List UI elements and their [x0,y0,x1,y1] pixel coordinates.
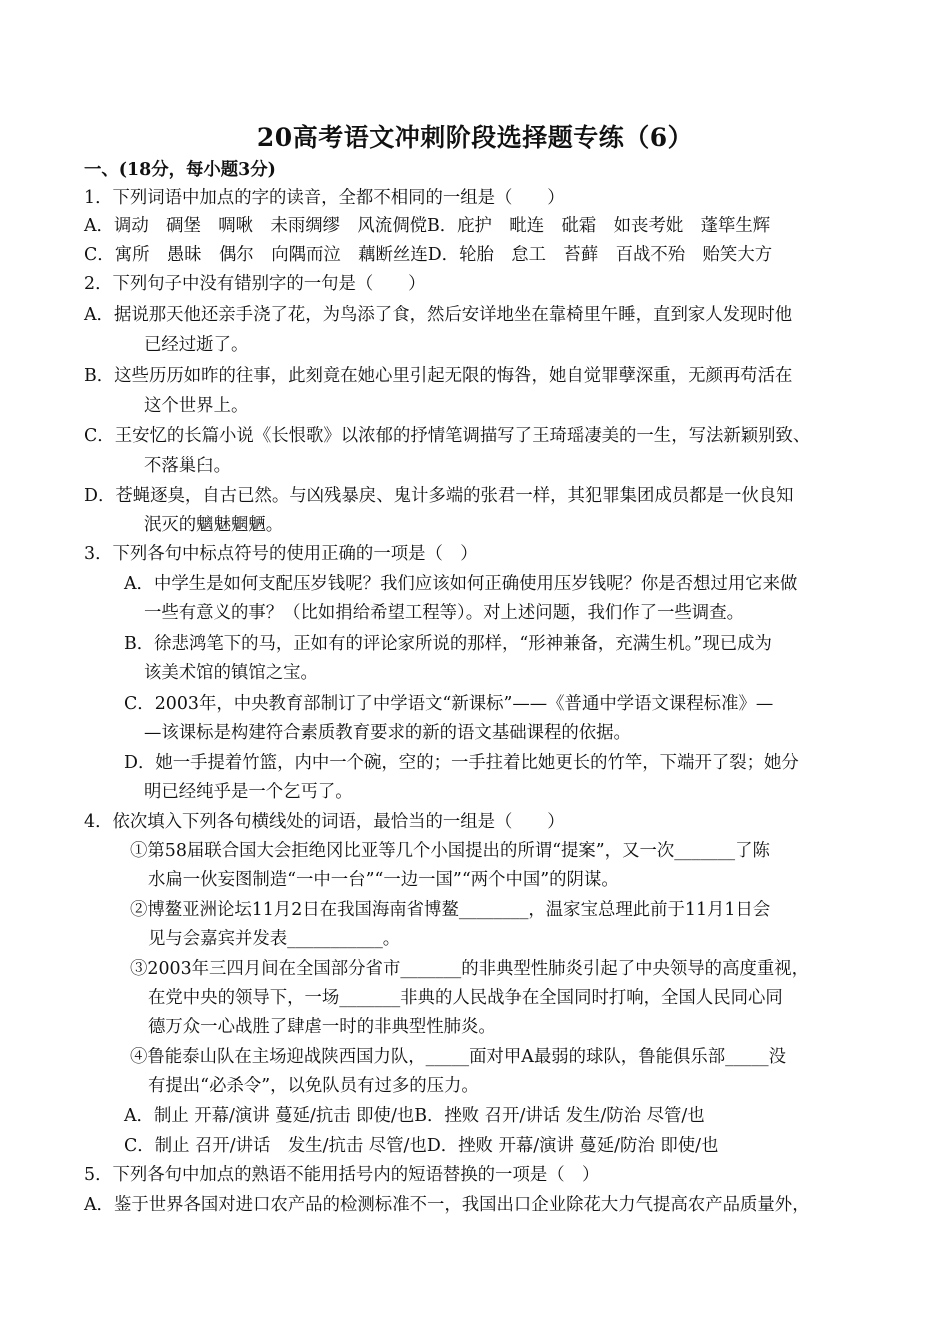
question-4-option-d: D．挫败 开幕/演讲 蔓延/防治 即使/也 [426,1136,719,1156]
question-2-option-c-line-2: 不落巢臼。 [144,456,231,476]
question-4-sentence-2-line-1: ②博鳌亚洲论坛11月2日在我国海南省博鳌________，温家宝总理此前于11月1日会 [130,900,771,920]
question-4-sentence-3-line-3: 德万众一心战胜了肆虐一时的非典型性肺炎。 [148,1017,496,1037]
question-4-stem: 4．依次填入下列各句横线处的词语，最恰当的一组是（ ） [84,812,565,832]
question-3-stem: 3．下列各句中标点符号的使用正确的一项是（ ） [84,544,478,564]
question-2-option-c-line-1: C．王安忆的长篇小说《长恨歌》以浓郁的抒情笔调描写了王琦瑶凄美的一生，写法新颖别致、 [84,426,811,446]
question-5-option-a-line-1: A．鉴于世界各国对进口农产品的检测标准不一，我国出口企业除花大力气提高农产品质量外， [84,1195,810,1215]
question-4-sentence-4-line-1: ④鲁能泰山队在主场迎战陕西国力队，_____面对甲A最弱的球队，鲁能俱乐部_____没 [130,1047,787,1067]
section-header: 一、(18分，每小题3分) [84,160,276,180]
question-1-option-c: C．寓所 愚昧 偶尔 向隅而泣 藕断丝连 [84,245,428,265]
page-title: 20高考语文冲刺阶段选择题专练（6） [256,123,694,152]
question-3-option-c-line-1: C．2003年，中央教育部制订了中学语文“新课标”——《普通中学语文课程标准》— [124,694,774,714]
question-4-option-c: C．制止 召开/讲话 发生/抗击 尽管/也 [124,1136,427,1156]
question-3-option-a-line-2: 一些有意义的事？（比如捐给希望工程等）。对上述问题，我们作了一些调查。 [144,603,744,623]
question-4-sentence-3-line-2: 在党中央的领导下，一场_______非典的人民战争在全国同时打响，全国人民同心同 [148,988,783,1008]
question-3-option-a-line-1: A．中学生是如何支配压岁钱呢？我们应该如何正确使用压岁钱呢？你是否想过用它来做 [124,574,798,594]
question-3-option-b-line-1: B．徐悲鸿笔下的马，正如有的评论家所说的那样，“形神兼备，充满生机。”现已成为 [124,634,772,654]
question-3-option-b-line-2: 该美术馆的镇馆之宝。 [144,663,318,683]
question-1-stem: 1．下列词语中加点的字的读音，全都不相同的一组是（ ） [84,188,565,208]
question-3-option-d-line-2: 明已经纯乎是一个乞丐了。 [144,782,353,802]
question-2-option-a-line-1: A．据说那天他还亲手浇了花，为鸟添了食，然后安详地坐在靠椅里午睡，直到家人发现时他 [84,305,793,325]
question-2-option-b-line-1: B．这些历历如昨的往事，此刻竟在她心里引起无限的悔咎，她自觉罪孽深重，无颜再苟活在 [84,366,793,386]
question-2-option-d-line-2: 泯灭的魑魅魍魉。 [144,515,284,535]
question-1-option-b: B．庇护 毗连 砒霜 如丧考妣 蓬筚生辉 [426,216,771,236]
question-5-stem: 5．下列各句中加点的熟语不能用括号内的短语替换的一项是（ ） [84,1165,600,1185]
question-4-sentence-4-line-2: 有提出“必杀令”，以免队员有过多的压力。 [148,1076,479,1096]
question-4-sentence-1-line-1: ①第58届联合国大会拒绝冈比亚等几个小国提出的所谓“提案”，又一次_______了陈 [130,841,770,861]
question-4-option-b: B．挫败 召开/讲话 发生/防治 尽管/也 [414,1106,705,1126]
question-4-sentence-2-line-2: 见与会嘉宾并发表___________。 [148,929,401,949]
question-1-option-d: D．轮胎 怠工 苔藓 百战不殆 贻笑大方 [427,245,773,265]
question-2-stem: 2．下列句子中没有错别字的一句是（ ） [84,274,426,294]
question-3-option-d-line-1: D．她一手提着竹篮，内中一个碗，空的；一手拄着比她更长的竹竿，下端开了裂；她分 [124,753,799,773]
question-4-sentence-1-line-2: 水扁一伙妄图制造“一中一台”“一边一国”“两个中国”的阴谋。 [148,870,619,890]
question-4-options-row-1 [124,1104,705,1128]
question-2-option-b-line-2: 这个世界上。 [144,396,249,416]
question-2-option-d-line-1: D．苍蝇逐臭，自古已然。与凶残暴戾、鬼计多端的张君一样，其犯罪集团成员都是一伙良知 [84,486,794,506]
question-4-options-row-2 [124,1134,718,1158]
question-3-option-c-line-2: —该课标是构建符合素质教育要求的新的语文基础课程的依据。 [144,723,631,743]
question-1-option-a: A．调动 碉堡 啁啾 未雨绸缪 风流倜傥 [84,216,427,236]
question-1-options-row-2 [84,243,772,267]
question-2-option-a-line-2: 已经过逝了。 [144,335,249,355]
question-1-options-row-1 [84,214,770,238]
question-4-option-a: A．制止 开幕/演讲 蔓延/抗击 即使/也 [124,1106,415,1126]
question-4-sentence-3-line-1: ③2003年三四月间在全国部分省市_______的非典型性肺炎引起了中央领导的高度重视， [130,959,810,979]
